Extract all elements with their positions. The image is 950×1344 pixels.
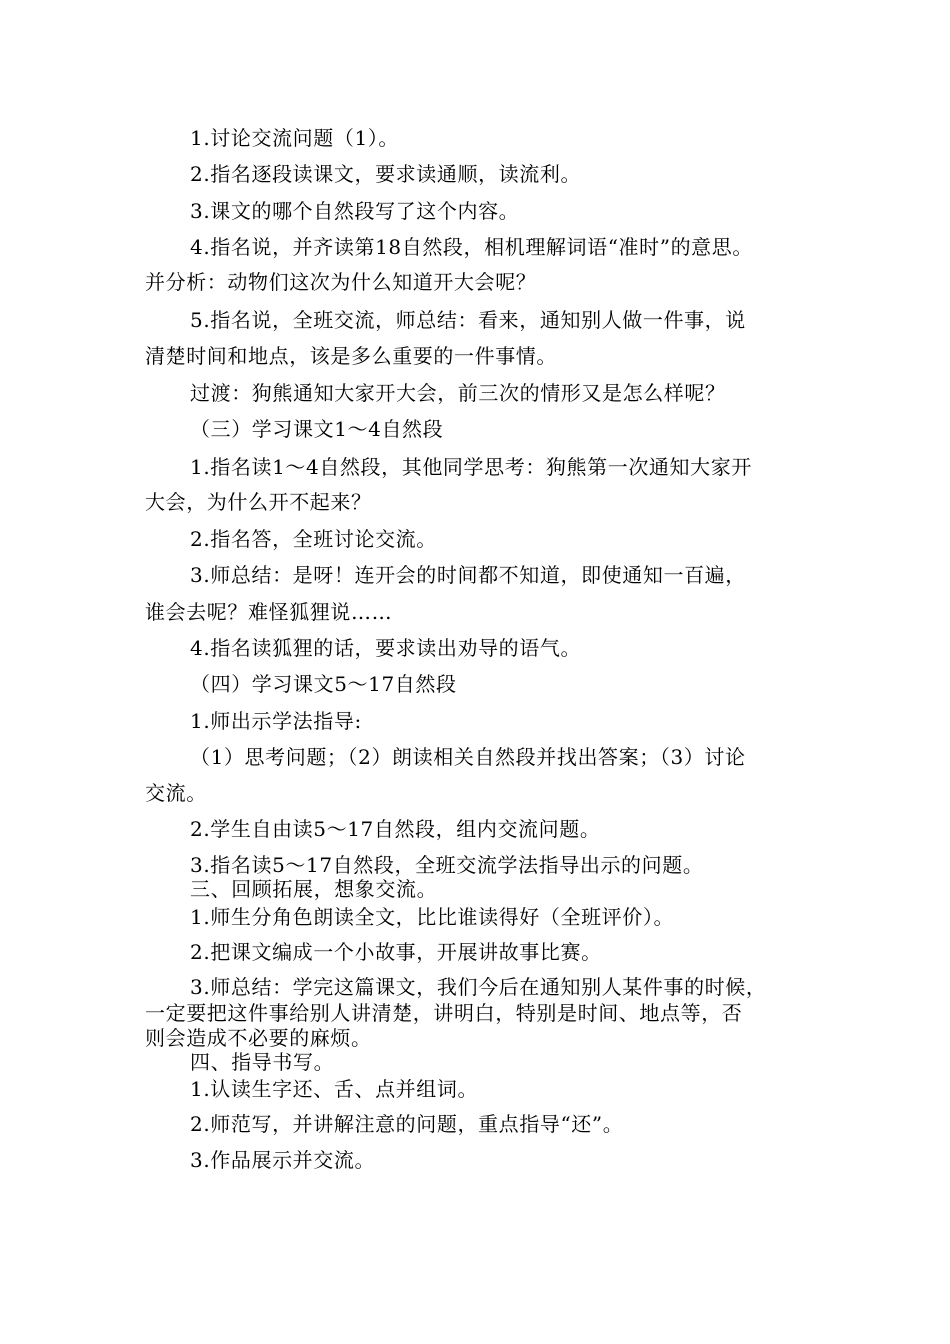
section-heading: （四）学习课文5～17自然段 [190, 672, 457, 696]
text-line: 3.作品展示并交流。 [190, 1148, 376, 1172]
text-line: 则会造成不必要的麻烦。 [145, 1026, 372, 1050]
section-heading: 四、指导书写。 [190, 1050, 335, 1074]
text-line: 2.指名答，全班讨论交流。 [190, 527, 437, 551]
text-line: 大会，为什么开不起来？ [145, 490, 372, 514]
text-line: 3.指名读5～17自然段，全班交流学法指导出示的问题。 [190, 853, 704, 877]
text-line: 1.师出示学法指导: [190, 709, 362, 733]
section-heading: （三）学习课文1～4自然段 [190, 417, 444, 441]
text-line: 过渡：狗熊通知大家开大会，前三次的情形又是怎么样呢？ [190, 381, 726, 405]
text-line: 3.师总结：学完这篇课文，我们今后在通知别人某件事的时候， [190, 975, 767, 999]
text-line: （1）思考问题；（2）朗读相关自然段并找出答案；（3）讨论 [190, 745, 746, 769]
text-line: 2.指名逐段读课文，要求读通顺，读流利。 [190, 162, 582, 186]
text-line: 1.师生分角色朗读全文，比比谁读得好（全班评价）。 [190, 905, 675, 929]
text-line: 1.认读生字还、舌、点并组词。 [190, 1077, 479, 1101]
text-line: 并分析：动物们这次为什么知道开大会呢？ [145, 270, 537, 294]
section-heading: 三、回顾拓展，想象交流。 [190, 877, 438, 901]
text-line: 谁会去呢？难怪狐狸说…… [145, 600, 393, 624]
text-line: 1.指名读1～4自然段，其他同学思考：狗熊第一次通知大家开 [190, 455, 752, 479]
text-line: 清楚时间和地点，该是多么重要的一件事情。 [145, 344, 557, 368]
text-line: 2.学生自由读5～17自然段，组内交流问题。 [190, 817, 601, 841]
text-line: 5.指名说，全班交流，师总结：看来，通知别人做一件事，说 [190, 308, 746, 332]
text-line: 2.师范写，并讲解注意的问题，重点指导“还”。 [190, 1112, 624, 1136]
text-line: 4.指名读狐狸的话，要求读出劝导的语气。 [190, 636, 582, 660]
text-line: 1.讨论交流问题（1）。 [190, 126, 400, 150]
text-line: 4.指名说，并齐读第18自然段，相机理解词语“准时”的意思。 [190, 235, 753, 259]
text-line: 2.把课文编成一个小故事，开展讲故事比赛。 [190, 940, 602, 964]
text-line: 3.课文的哪个自然段写了这个内容。 [190, 199, 520, 223]
text-line: 交流。 [145, 781, 207, 805]
text-line: 3.师总结：是呀！连开会的时间都不知道，即使通知一百遍， [190, 563, 746, 587]
text-line: 一定要把这件事给别人讲清楚，讲明白，特别是时间、地点等，否 [145, 1001, 743, 1025]
